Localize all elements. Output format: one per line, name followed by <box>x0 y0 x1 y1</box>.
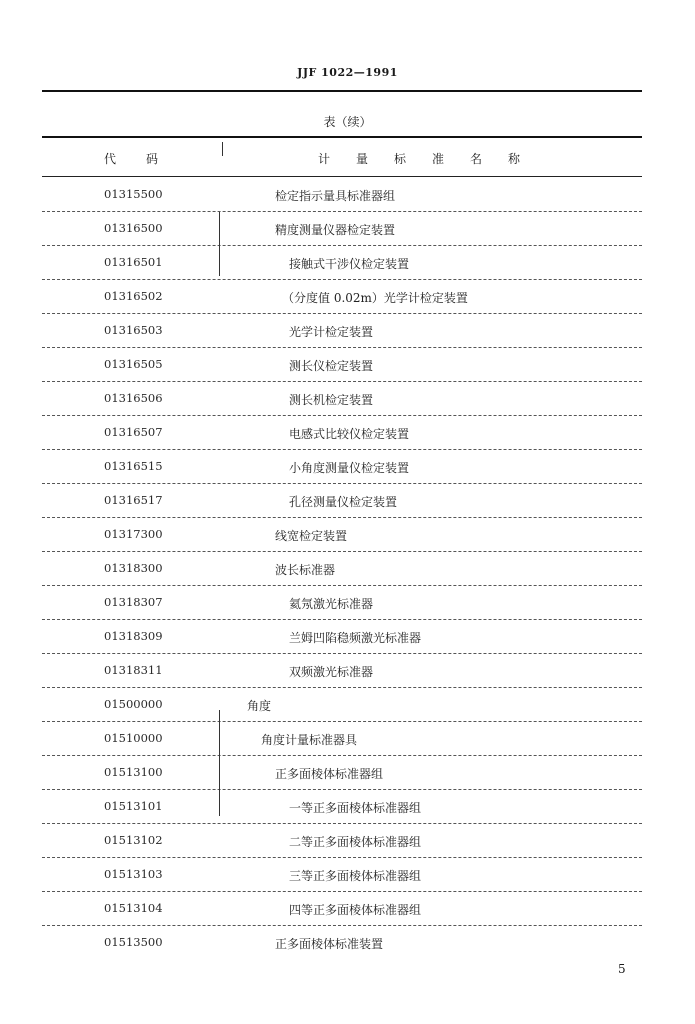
table-row <box>0 212 695 246</box>
row-code: 01318309 <box>104 629 163 643</box>
row-name: 角度 <box>247 699 272 713</box>
table-row <box>0 518 695 552</box>
row-code: 01317300 <box>104 527 163 541</box>
row-code: 01318307 <box>104 595 163 609</box>
row-name: 波长标准器 <box>275 563 336 577</box>
table-row <box>0 382 695 416</box>
table-row <box>0 178 695 212</box>
row-code: 01513102 <box>104 833 163 847</box>
row-name: 小角度测量仪检定装置 <box>289 461 410 475</box>
row-name: 测长仪检定装置 <box>289 359 374 373</box>
page-number: 5 <box>618 962 626 976</box>
header-bottom-rule <box>42 176 642 177</box>
row-name: 正多面棱体标准装置 <box>275 937 384 951</box>
row-name: 精度测量仪器检定装置 <box>275 223 396 237</box>
row-code: 01316507 <box>104 425 163 439</box>
table-top-rule <box>42 136 642 138</box>
table-row <box>0 892 695 926</box>
table-row <box>0 416 695 450</box>
table-row <box>0 654 695 688</box>
row-name: 孔径测量仪检定装置 <box>289 495 398 509</box>
row-name: 三等正多面棱体标准器组 <box>289 869 422 883</box>
row-code: 01513103 <box>104 867 163 881</box>
row-name: 接触式干涉仪检定装置 <box>289 257 410 271</box>
row-code: 01513100 <box>104 765 163 779</box>
row-code: 01513500 <box>104 935 163 949</box>
row-code: 01318300 <box>104 561 163 575</box>
table-row <box>0 824 695 858</box>
row-code: 01316500 <box>104 221 163 235</box>
row-code: 01316506 <box>104 391 163 405</box>
row-code: 01510000 <box>104 731 163 745</box>
table-row <box>0 926 695 960</box>
document-code-title: JJF 1022—1991 <box>297 66 398 79</box>
row-name: 测长机检定装置 <box>289 393 374 407</box>
row-name: 四等正多面棱体标准器组 <box>289 903 422 917</box>
table-row <box>0 552 695 586</box>
row-name: 角度计量标准器具 <box>261 733 358 747</box>
row-code: 01316502 <box>104 289 163 303</box>
row-code: 01316517 <box>104 493 163 507</box>
table-row <box>0 688 695 722</box>
row-name: 一等正多面棱体标准器组 <box>289 801 422 815</box>
row-code: 01316501 <box>104 255 163 269</box>
row-code: 01316515 <box>104 459 163 473</box>
table-row <box>0 586 695 620</box>
table-row <box>0 620 695 654</box>
row-name: 二等正多面棱体标准器组 <box>289 835 422 849</box>
header-rule <box>42 90 642 92</box>
table-row <box>0 756 695 790</box>
row-code: 01500000 <box>104 697 163 711</box>
table-row <box>0 790 695 824</box>
row-name: 线宽检定装置 <box>275 529 348 543</box>
table-row <box>0 484 695 518</box>
row-code: 01513104 <box>104 901 163 915</box>
row-name: 电感式比较仪检定装置 <box>289 427 410 441</box>
row-code: 01316503 <box>104 323 163 337</box>
table-row <box>0 314 695 348</box>
table-row <box>0 348 695 382</box>
row-name: 氦氖激光标准器 <box>289 597 374 611</box>
row-code: 01316505 <box>104 357 163 371</box>
row-code: 01318311 <box>104 663 163 677</box>
table-row <box>0 246 695 280</box>
row-name: 双频激光标准器 <box>289 665 374 679</box>
row-code: 01513101 <box>104 799 163 813</box>
table-row <box>0 450 695 484</box>
row-name: 检定指示量具标准器组 <box>275 189 396 203</box>
group-bracket-line <box>219 212 220 276</box>
table-row <box>0 858 695 892</box>
column-header-code: 代码 <box>104 152 189 166</box>
group-bracket-line <box>219 710 220 816</box>
header-tick-line <box>222 142 223 156</box>
row-name: 兰姆凹陷稳频激光标准器 <box>289 631 422 645</box>
row-code: 01315500 <box>104 187 163 201</box>
table-row <box>0 722 695 756</box>
row-name: 光学计检定装置 <box>289 325 374 339</box>
table-row <box>0 280 695 314</box>
row-name: （分度值 0.02m）光学计检定装置 <box>282 291 468 305</box>
column-header-name: 计量标准名称 <box>318 152 547 166</box>
table-caption: 表（续） <box>323 115 372 129</box>
row-name: 正多面棱体标准器组 <box>275 767 384 781</box>
